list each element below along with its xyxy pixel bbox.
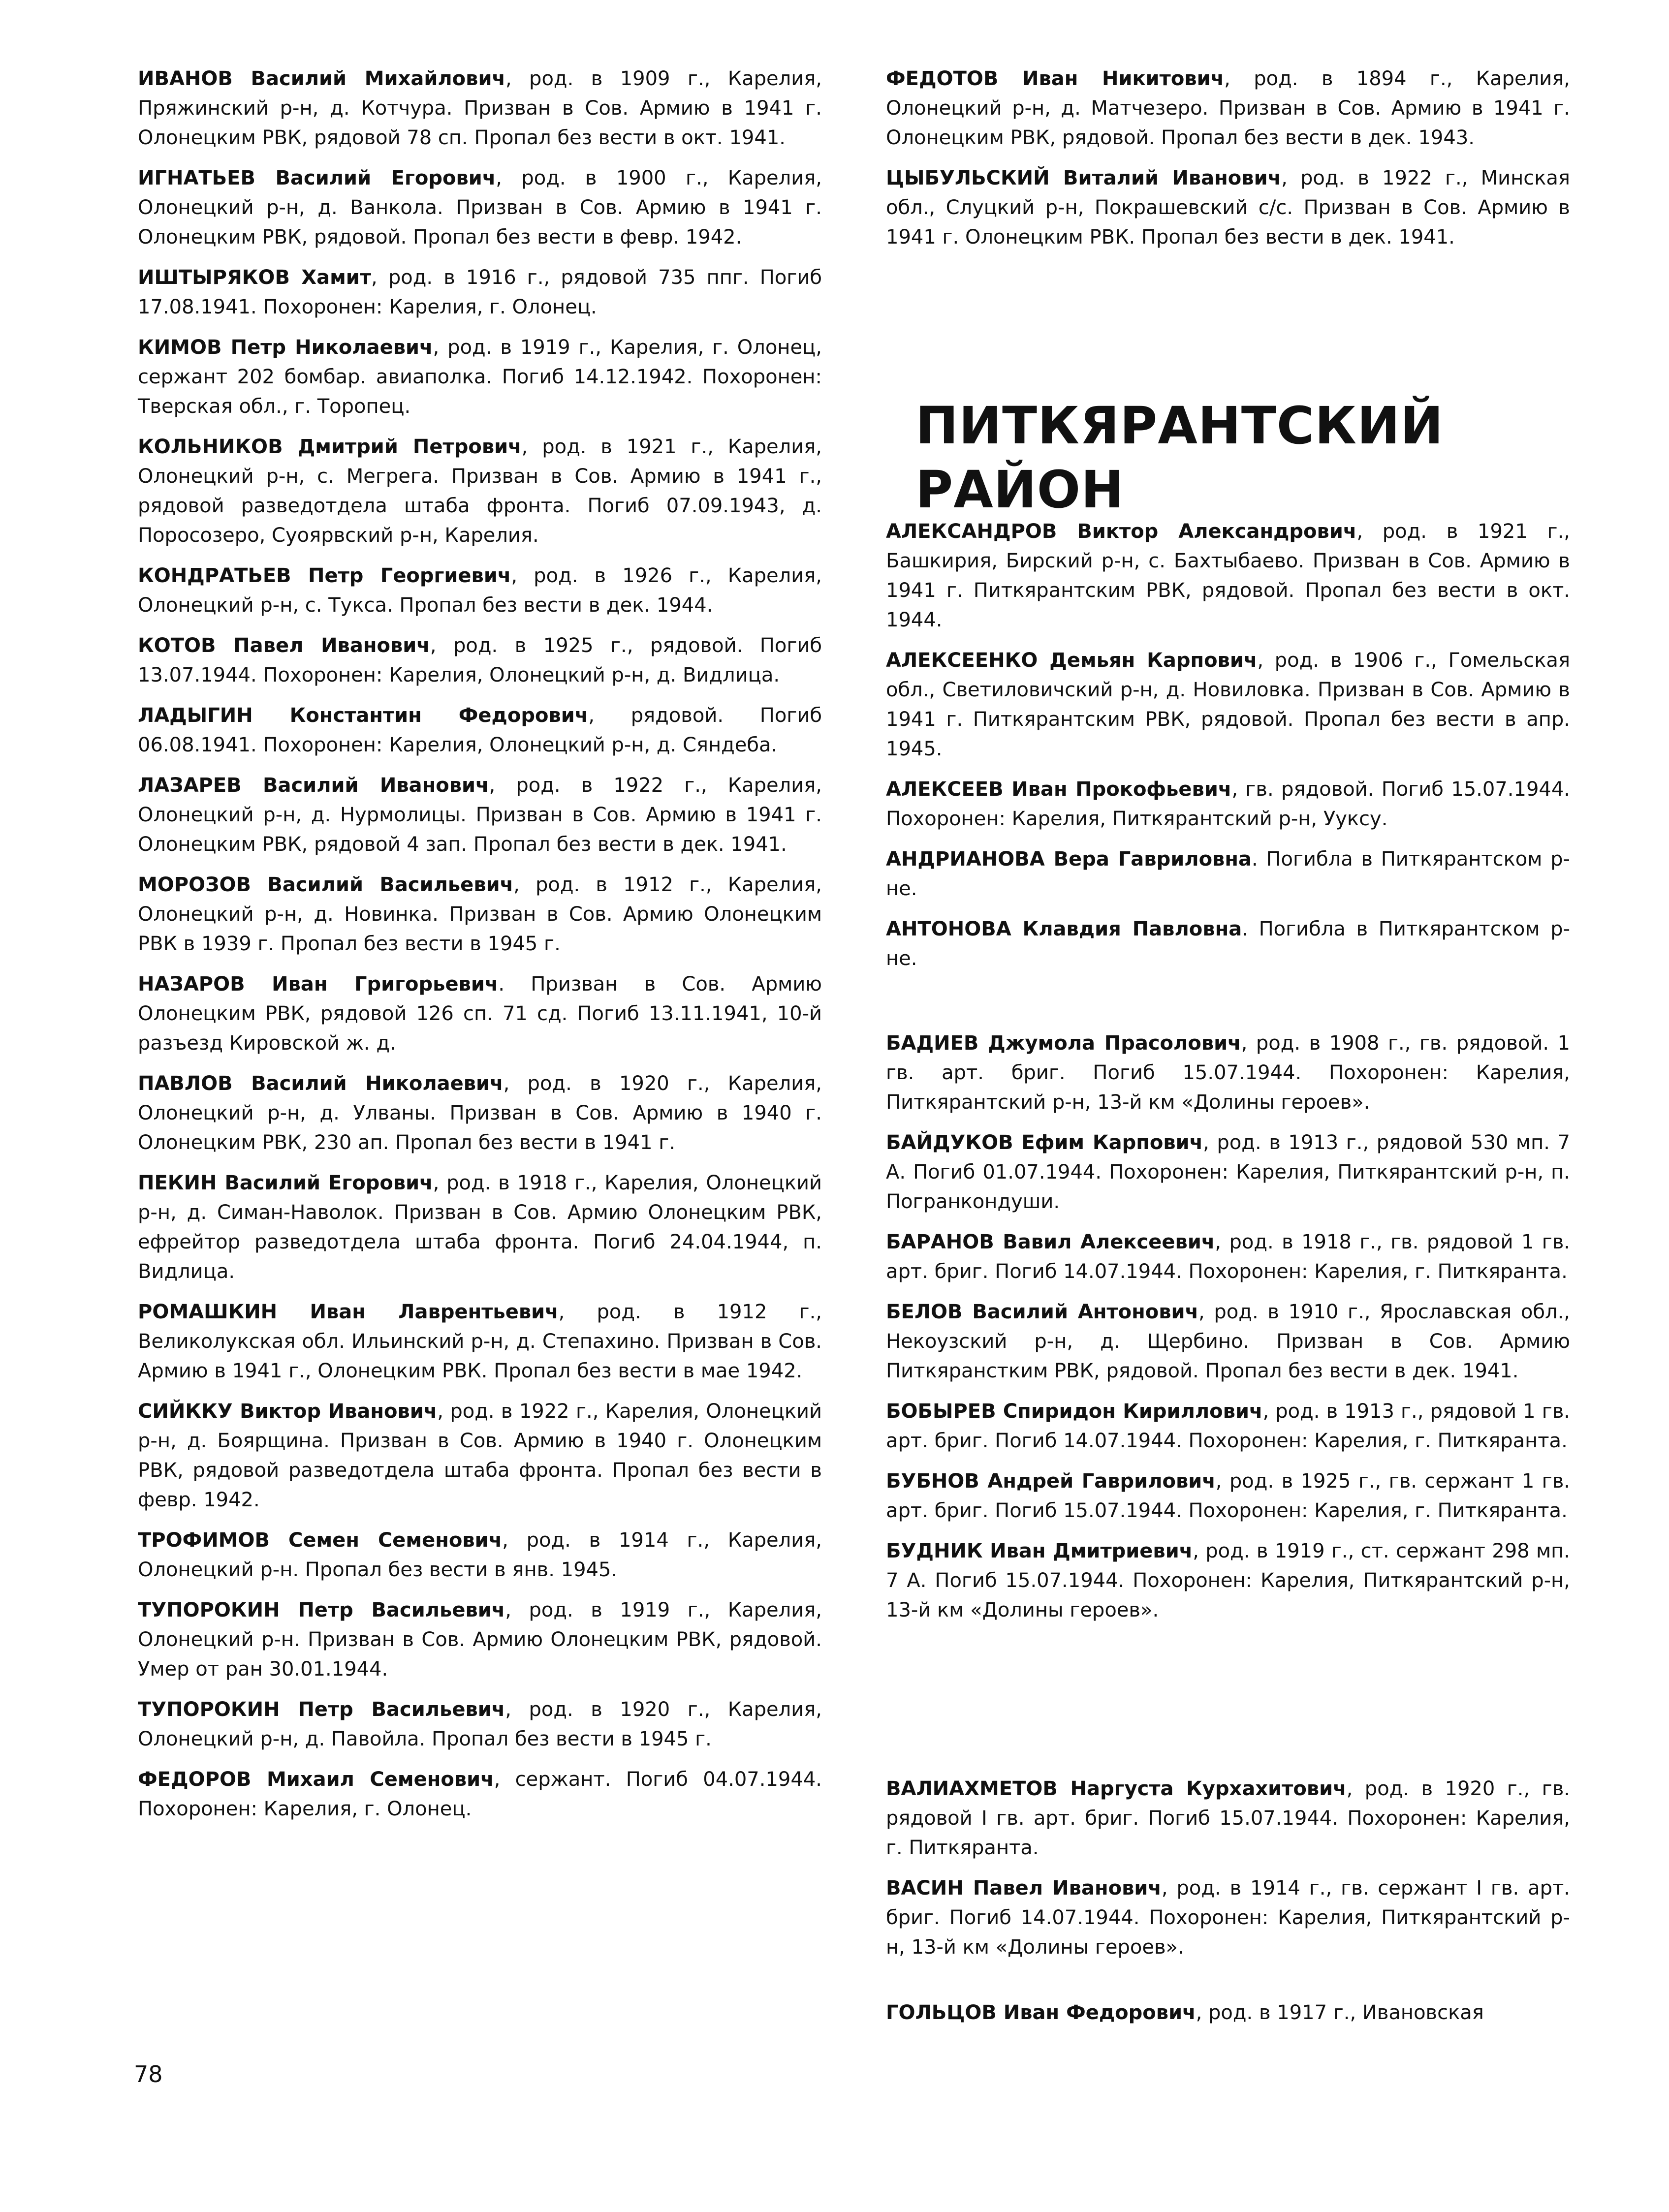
- entry: [886, 1397, 1570, 1456]
- entry-name: ЛАДЫГИН Константин Федорович: [138, 704, 589, 727]
- entry-text: , род. в 1918 г., Карелия, Олонецкий р-н, д. Симан-Наволок. Призван в Сов. Армию Олонецким РВК, ефрейтор разведотдела штаба фронта. Погиб 24.04.1944, п. Видлица.: [138, 1172, 822, 1283]
- entry-text: , род. в 1900 г., Карелия, Олонецкий р-н, д. Ванкола. Призван в Сов. Армию в 1941 г. Олонецким РВК, рядовой. Пропал без вести в февр. 1942.: [138, 167, 822, 249]
- entry: [886, 1774, 1570, 1863]
- entry-text: , род. в 1920 г., Карелия, Олонецкий р-н, д. Улваны. Призван в Сов. Армию в 1940 г. Олонецким РВК, 230 ап. Пропал без вести в 1941 г.: [138, 1072, 822, 1154]
- entry: [886, 1128, 1570, 1216]
- right-group-d: [886, 1998, 1570, 2038]
- entry: [138, 1069, 822, 1157]
- entry: [886, 1227, 1570, 1286]
- entry-name: ЦЫБУЛЬСКИЙ Виталий Иванович: [886, 167, 1282, 189]
- entry-text: , род. в 1912 г., Карелия, Олонецкий р-н, д. Новинка. Призван в Сов. Армию Олонецким РВК в 1939 г. Пропал без вести в 1945 г.: [138, 873, 822, 955]
- entry-text: , род. в 1922 г., Карелия, Олонецкий р-н, д. Боярщина. Призван в Сов. Армию в 1940 г. Олонецким РВК, рядовой разведотдела штаба фронта. Пропал без вести в февр. 1942.: [138, 1400, 822, 1511]
- entry: [138, 969, 822, 1058]
- entry: [138, 163, 822, 252]
- entry: [138, 1695, 822, 1754]
- entry-text: , род. в 1917 г., Ивановская: [1196, 2001, 1484, 2024]
- entry: [886, 1998, 1570, 2027]
- entry-name: БАЙДУКОВ Ефим Карпович: [886, 1131, 1203, 1154]
- entry-name: КОТОВ Павел Иванович: [138, 634, 430, 657]
- entry: [138, 1526, 822, 1585]
- entry: [886, 1297, 1570, 1386]
- entry-name: МОРОЗОВ Василий Васильевич: [138, 873, 514, 896]
- right-group-c: [886, 1774, 1570, 1973]
- entry-text: , род. в 1914 г., Карелия, Олонецкий р-н. Пропал без вести в янв. 1945.: [138, 1529, 822, 1581]
- left-column: [138, 64, 822, 1835]
- entry-name: ФЕДОРОВ Михаил Семенович: [138, 1768, 494, 1791]
- entry-text: , род. в 1926 г., Карелия, Олонецкий р-н, с. Тукса. Пропал без вести в дек. 1944.: [138, 564, 822, 617]
- entry-text: , род. в 1908 г., гв. рядовой. 1 гв. арт. бриг. Погиб 15.07.1944. Похоронен: Карелия, Питкярантский р-н, 13-й км «Долины героев».: [886, 1032, 1570, 1114]
- entry: [138, 631, 822, 690]
- entry: [138, 1397, 822, 1515]
- entry-text: , род. в 1912 г., Великолукская обл. Ильинский р-н, д. Степахино. Призван в Сов. Армию в 1941 г., Олонецким РВК. Пропал без вести в мае 1942.: [138, 1301, 822, 1382]
- entry-name: ТУПОРОКИН Петр Васильевич: [138, 1698, 505, 1721]
- entry-text: , род. в 1919 г., Карелия, г. Олонец, сержант 202 бомбар. авиаполка. Погиб 14.12.1942. Похоронен: Тверская обл., г. Торопец.: [138, 336, 822, 418]
- entry: [138, 333, 822, 421]
- entry-text: . Призван в Сов. Армию Олонецким РВК, рядовой 126 сп. 71 сд. Погиб 13.11.1941, 10-й разъезд Кировской ж. д.: [138, 973, 822, 1055]
- entry: [886, 775, 1570, 834]
- entry-name: БАДИЕВ Джумола Прасолович: [886, 1032, 1241, 1055]
- entry-name: БОБЫРЕВ Спиридон Кириллович: [886, 1400, 1263, 1423]
- entry: [886, 1873, 1570, 1962]
- section-title: ПИТКЯРАНТСКИЙ РАЙОН: [915, 396, 1444, 520]
- entry: [138, 561, 822, 620]
- entry-name: БЕЛОВ Василий Антонович: [886, 1301, 1199, 1323]
- entry-text: , род. в 1921 г., Башкирия, Бирский р-н, с. Бахтыбаево. Призван в Сов. Армию в 1941 г. Питкярантским РВК, рядовой. Пропал без вести в окт. 1944.: [886, 520, 1570, 631]
- entry: [138, 1297, 822, 1386]
- right-column: [886, 64, 1570, 263]
- entry: [138, 263, 822, 322]
- entry-name: БУДНИК Иван Дмитриевич: [886, 1540, 1193, 1562]
- entry-name: АЛЕКСАНДРОВ Виктор Александрович: [886, 520, 1357, 543]
- entry-name: АНТОНОВА Клавдия Павловна: [886, 918, 1242, 940]
- entry-text: , род. в 1913 г., рядовой 530 мп. 7 А. Погиб 01.07.1944. Похоронен: Карелия, Питкярантский р-н, п. Погранкондуши.: [886, 1131, 1571, 1213]
- entry: [138, 870, 822, 959]
- entry: [138, 1595, 822, 1684]
- entry-name: РОМАШКИН Иван Лаврентьевич: [138, 1301, 559, 1323]
- entry-name: КОНДРАТЬЕВ Петр Георгиевич: [138, 564, 511, 587]
- entry-text: , род. в 1918 г., гв. рядовой 1 гв. арт. бриг. Погиб 14.07.1944. Похоронен: Карелия, г. Питкяранта.: [886, 1231, 1570, 1283]
- entry-name: КОЛЬНИКОВ Дмитрий Петрович: [138, 436, 522, 458]
- entry-name: ПЕКИН Василий Егорович: [138, 1172, 433, 1194]
- entry-text: , рядовой. Погиб 06.08.1941. Похоронен: Карелия, Олонецкий р-н, д. Сяндеба.: [138, 704, 822, 756]
- entry-name: НАЗАРОВ Иван Григорьевич: [138, 973, 499, 996]
- entry-text: , род. в 1906 г., Гомельская обл., Светиловичский р-н, д. Новиловка. Призван в Сов. Армию в 1941 г. Питкярантским РВК, рядовой. Пропал без вести в апр. 1945.: [886, 649, 1571, 760]
- entry: [886, 1536, 1570, 1625]
- entry: [138, 1765, 822, 1824]
- entry-text: , род. в 1909 г., Карелия, Пряжинский р-н, д. Котчура. Призван в Сов. Армию в 1941 г. Олонецким РВК, рядовой 78 сп. Пропал без вести в окт. 1941.: [138, 67, 822, 149]
- right-group-a: [886, 517, 1570, 984]
- entry: [886, 646, 1570, 764]
- entry-text: , род. в 1921 г., Карелия, Олонецкий р-н, с. Мегрега. Призван в Сов. Армию в 1941 г., рядовой разведотдела штаба фронта. Погиб 07.09.1943, д. Поросозеро, Суоярвский р-н, Карелия.: [138, 436, 822, 547]
- entry-name: СИЙККУ Виктор Иванович: [138, 1400, 438, 1423]
- entry: [886, 64, 1570, 153]
- entry-name: КИМОВ Петр Николаевич: [138, 336, 433, 359]
- entry-name: ВАСИН Павел Иванович: [886, 1877, 1162, 1900]
- entry-name: ТУПОРОКИН Петр Васильевич: [138, 1599, 505, 1621]
- right-top-entry-list: [886, 64, 1570, 252]
- entry-group-a: [886, 517, 1570, 973]
- entry-name: ТРОФИМОВ Семен Семенович: [138, 1529, 503, 1552]
- entry: [138, 771, 822, 859]
- entry-name: АНДРИАНОВА Вера Гавриловна: [886, 848, 1252, 871]
- entry-text: , гв. рядовой. Погиб 15.07.1944. Похоронен: Карелия, Питкярантский р-н, Ууксу.: [886, 778, 1571, 830]
- entry-text: . Погибла в Питкярантском р-не.: [886, 918, 1570, 970]
- entry-name: ФЕДОТОВ Иван Никитович: [886, 67, 1225, 90]
- entry-name: ИВАНОВ Василий Михайлович: [138, 67, 505, 90]
- entry-group-c: [886, 1774, 1570, 1962]
- entry-text: , род. в 1916 г., рядовой 735 ппг. Погиб 17.08.1941. Похоронен: Карелия, г. Олонец.: [138, 266, 822, 318]
- entry: [138, 1168, 822, 1286]
- entry: [886, 844, 1570, 903]
- entry-text: , род. в 1920 г., Карелия, Олонецкий р-н, д. Павойла. Пропал без вести в 1945 г.: [138, 1698, 822, 1750]
- entry: [886, 163, 1570, 252]
- entry-name: ИШТЫРЯКОВ Хамит: [138, 266, 371, 289]
- entry-name: АЛЕКСЕЕВ Иван Прокофьевич: [886, 778, 1232, 801]
- entry-name: ЛАЗАРЕВ Василий Иванович: [138, 774, 489, 797]
- entry-text: , род. в 1910 г., Ярославская обл., Некоузский р-н, д. Щербино. Призван в Сов. Армию Питкяранстким РВК, рядовой. Пропал без вести в дек. 1941.: [886, 1301, 1571, 1382]
- entry: [138, 432, 822, 550]
- entry: [886, 517, 1570, 635]
- entry-name: ВАЛИАХМЕТОВ Наргуста Курхахитович: [886, 1777, 1347, 1800]
- entry-name: БУБНОВ Андрей Гаврилович: [886, 1470, 1216, 1493]
- right-group-b: [886, 1028, 1570, 1636]
- entry-text: , род. в 1914 г., гв. сержант I гв. арт. бриг. Погиб 14.07.1944. Похоронен: Карелия, Питкярантский р-н, 13-й км «Долины героев».: [886, 1877, 1571, 1959]
- entry-name: ИГНАТЬЕВ Василий Егорович: [138, 167, 496, 189]
- entry-name: ПАВЛОВ Василий Николаевич: [138, 1072, 504, 1095]
- entry-text: , род. в 1894 г., Карелия, Олонецкий р-н, д. Матчезеро. Призван в Сов. Армию в 1941 г. Олонецким РВК, рядовой. Пропал без вести в дек. 1943.: [886, 67, 1570, 149]
- entry-group-d: [886, 1998, 1570, 2027]
- entry-text: , род. в 1922 г., Карелия, Олонецкий р-н, д. Нурмолицы. Призван в Сов. Армию в 1941 г. Олонецким РВК, рядовой 4 зап. Пропал без вести в дек. 1941.: [138, 774, 822, 856]
- entry-name: ГОЛЬЦОВ Иван Федорович: [886, 2001, 1196, 2024]
- entry-text: , род. в 1913 г., рядовой 1 гв. арт. бриг. Погиб 14.07.1944. Похоронен: Карелия, г. Питкяранта.: [886, 1400, 1570, 1452]
- entry-text: , род. в 1920 г., гв. рядовой I гв. арт. бриг. Погиб 15.07.1944. Похоронен: Карелия, г. Питкяранта.: [886, 1777, 1570, 1859]
- entry-name: БАРАНОВ Вавил Алексеевич: [886, 1231, 1215, 1253]
- entry: [138, 64, 822, 153]
- entry-text: , род. в 1925 г., гв. сержант 1 гв. арт. бриг. Погиб 15.07.1944. Похоронен: Карелия, г. Питкяранта.: [886, 1470, 1570, 1522]
- entry-name: АЛЕКСЕЕНКО Демьян Карпович: [886, 649, 1258, 672]
- entry: [138, 701, 822, 760]
- page-number: 78: [134, 2061, 163, 2087]
- entry-group-b: [886, 1028, 1570, 1625]
- entry: [886, 1466, 1570, 1526]
- entry-text: . Погибла в Питкярантском р-не.: [886, 848, 1570, 900]
- entry-text: , род. в 1922 г., Минская обл., Слуцкий р-н, Покрашевский с/с. Призван в Сов. Армию в 1941 г. Олонецким РВК. Пропал без вести в дек. 1941.: [886, 167, 1570, 249]
- entry-text: , род. в 1919 г., ст. сержант 298 мп. 7 А. Погиб 15.07.1944. Похоронен: Карелия, Питкярантский р-н, 13-й км «Долины героев».: [886, 1540, 1570, 1621]
- entry: [886, 1028, 1570, 1117]
- entry-text: , род. в 1925 г., рядовой. Погиб 13.07.1944. Похоронен: Карелия, Олонецкий р-н, д. Видлица.: [138, 634, 822, 686]
- left-entry-list: [138, 64, 822, 1824]
- entry-text: , сержант. Погиб 04.07.1944. Похоронен: Карелия, г. Олонец.: [138, 1768, 822, 1820]
- entry-text: , род. в 1919 г., Карелия, Олонецкий р-н. Призван в Сов. Армию Олонецким РВК, рядовой. Умер от ран 30.01.1944.: [138, 1599, 822, 1681]
- entry: [886, 914, 1570, 973]
